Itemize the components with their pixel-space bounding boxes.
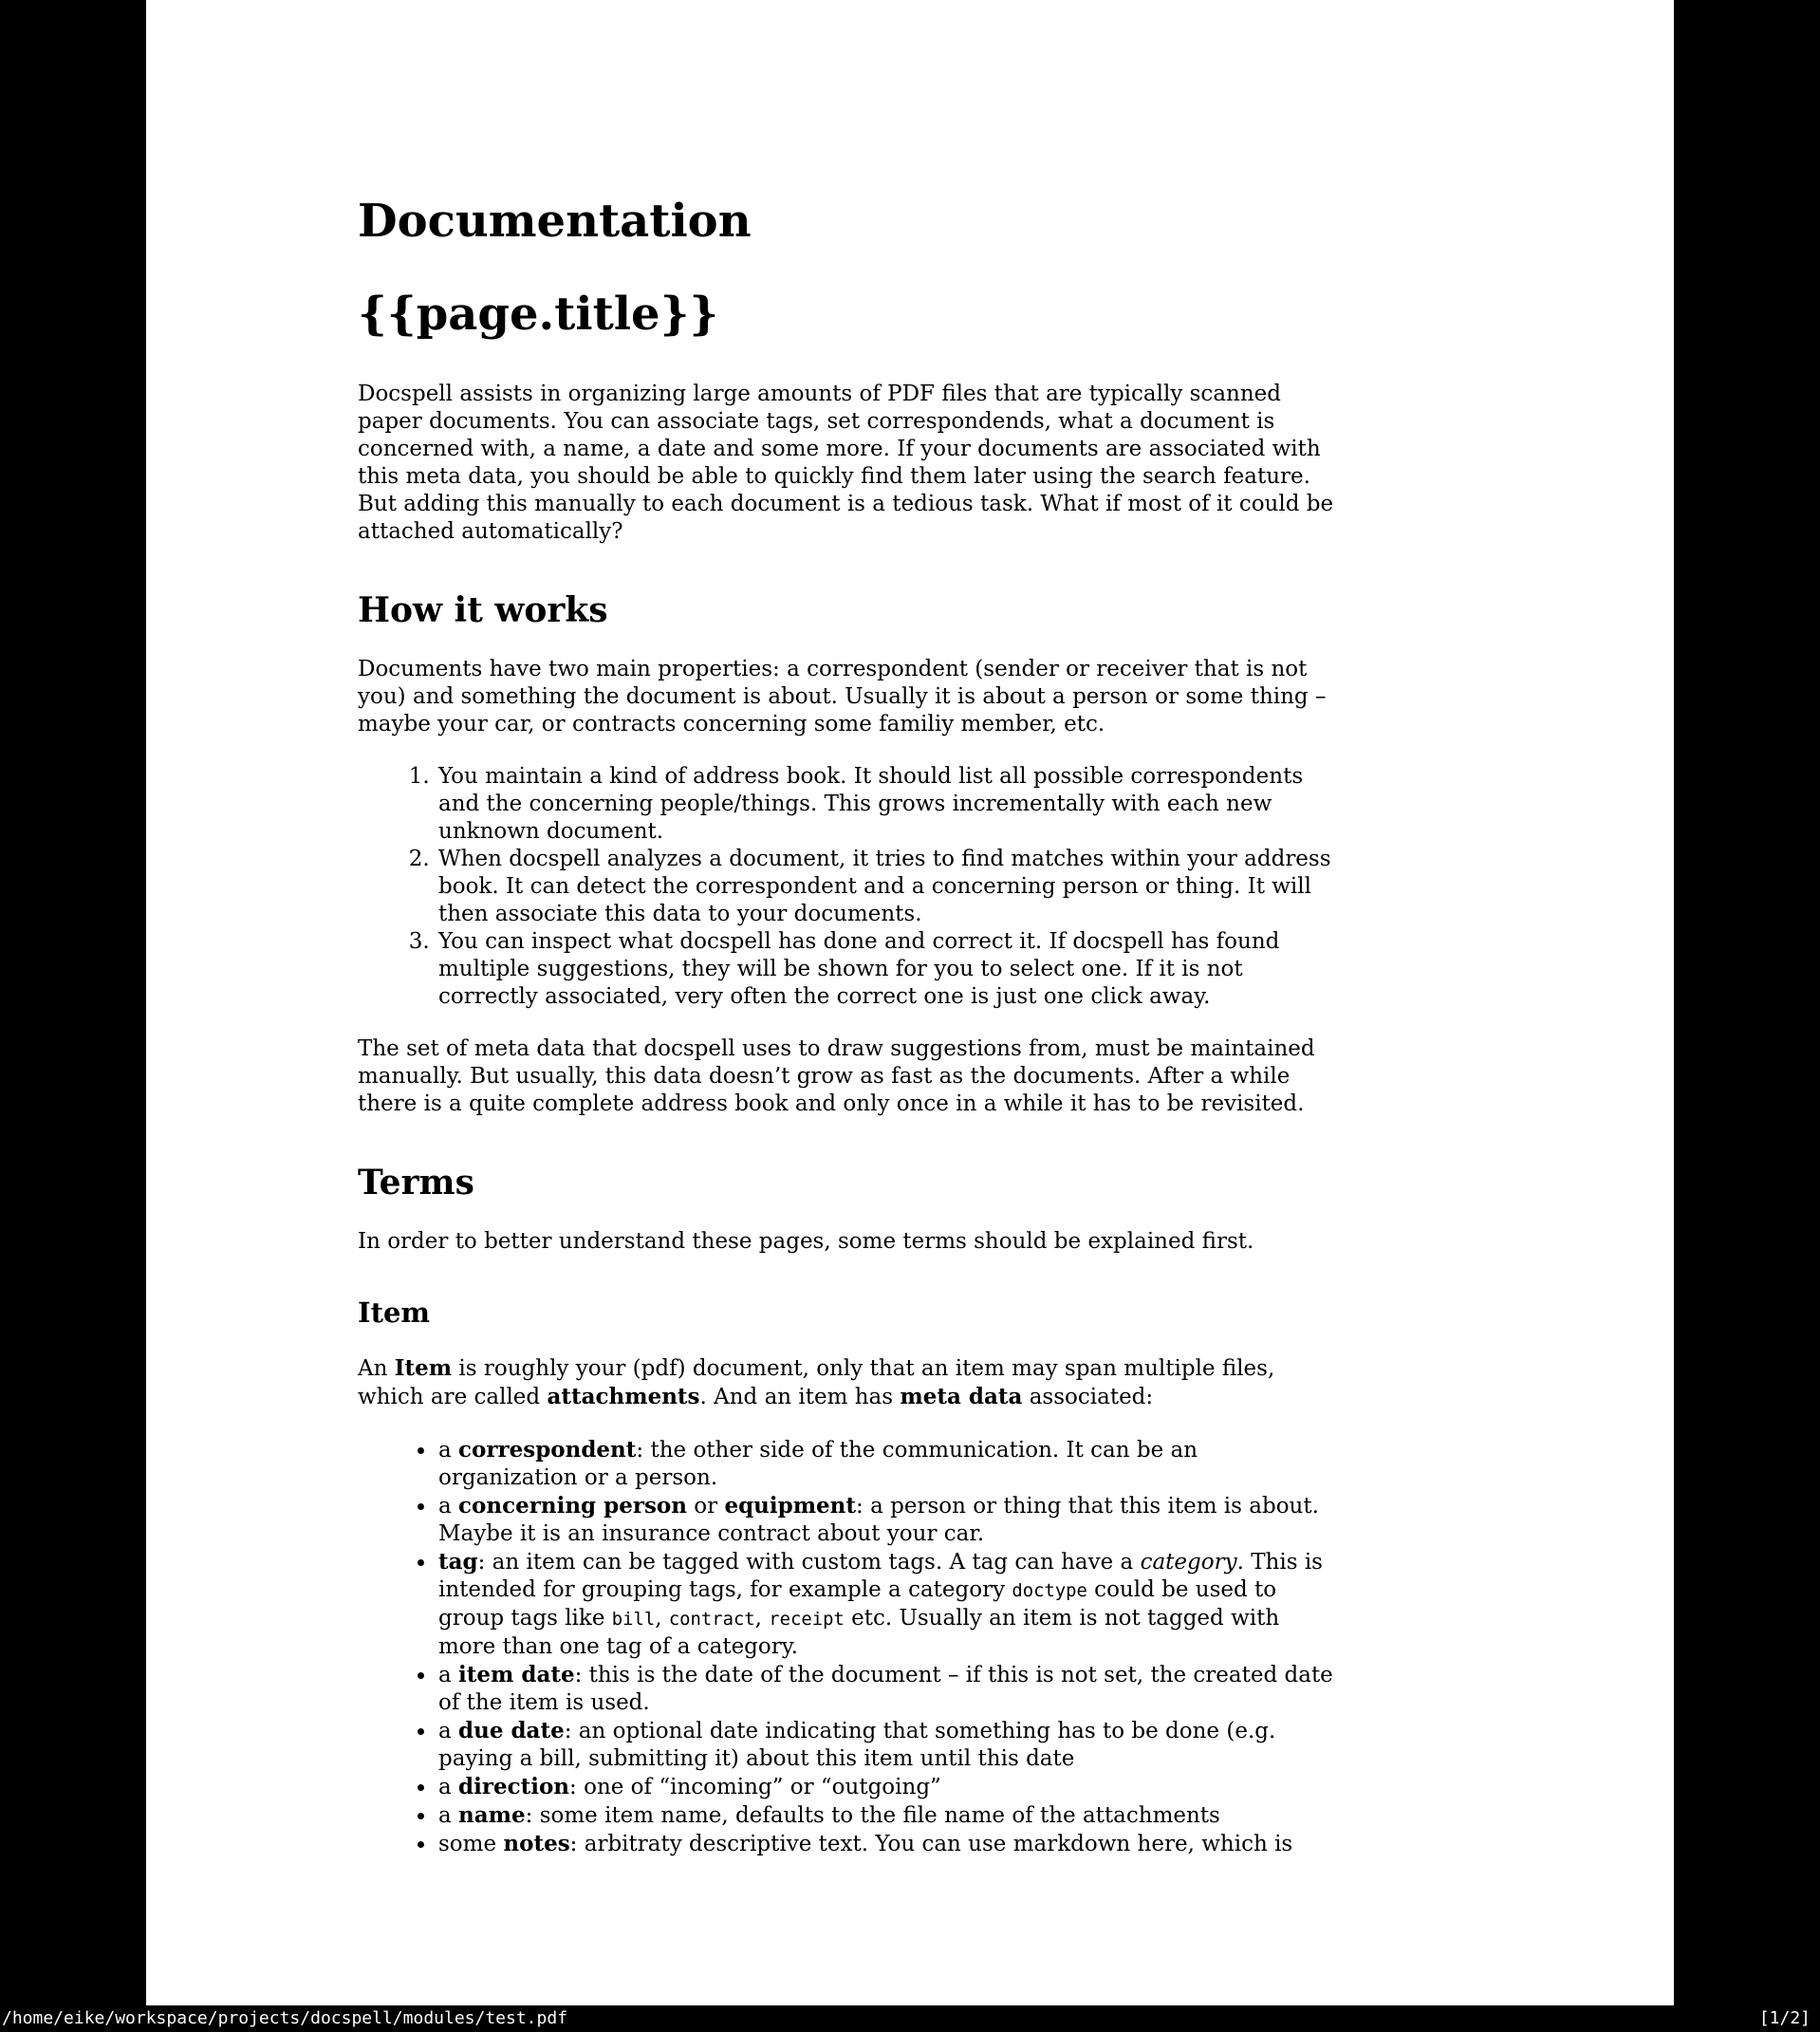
text-run: Item xyxy=(358,1296,431,1329)
list-item xyxy=(436,1717,1335,1773)
list-item xyxy=(436,1436,1335,1492)
code-span: receipt xyxy=(769,1609,845,1630)
text-run: An xyxy=(358,1356,395,1381)
list-item xyxy=(436,1801,1335,1830)
section-terms xyxy=(358,1162,1335,1203)
bold-text: notes xyxy=(503,1831,570,1856)
terms-intro-paragraph xyxy=(358,1228,1335,1256)
text-run: You maintain a kind of address book. It should list all possible correspondents and the concerning people/things. This grows incrementally with each new unknown document. xyxy=(438,764,1304,844)
workflow-steps xyxy=(358,763,1335,1011)
text-run: some xyxy=(438,1832,504,1856)
text-run: . And an item has xyxy=(699,1385,901,1409)
text-run: Docspell assists in organizing large amounts of PDF files that are typically scanned paper documents. You can associate tags, set correspondends, what a document is concerned with, a name, a date and some more. If your documents are associated with this meta data, you should be able to quickly find them later using the search feature. But adding this manually to each document is a tedious task. What if most of it could be attached automatically? xyxy=(358,382,1334,544)
bold-text: due date xyxy=(458,1718,565,1743)
item-paragraph xyxy=(358,1354,1335,1411)
how-it-works-paragraph xyxy=(358,656,1335,738)
text-run: , xyxy=(655,1606,669,1631)
text-run: . This is intended for grouping tags, for example a category xyxy=(438,1550,1323,1602)
bold-text: attachments xyxy=(547,1384,700,1409)
text-run: a xyxy=(438,1494,459,1519)
list-item xyxy=(436,1830,1335,1858)
text-run: etc. Usually an item is not tagged with more than one tag of a category. xyxy=(438,1606,1280,1659)
bold-text: correspondent xyxy=(458,1437,637,1463)
text-run: a xyxy=(438,1719,459,1743)
text-run: is roughly your (pdf) document, only that an item may span multiple files, which are called xyxy=(358,1356,1275,1409)
text-run: : some item name, defaults to the file name of the attachments xyxy=(525,1803,1220,1828)
text-run: , xyxy=(754,1606,770,1631)
bold-text: tag xyxy=(438,1549,478,1575)
statusbar xyxy=(0,2005,1820,2032)
text-run: How it works xyxy=(358,590,608,630)
bold-text: equipment xyxy=(724,1493,857,1519)
bold-text: Item xyxy=(394,1355,453,1381)
text-run: or xyxy=(686,1494,725,1519)
code-span: contract xyxy=(668,1609,755,1630)
text-run: : a person or thing that this item is about. Maybe it is an insurance contract about your car. xyxy=(438,1494,1319,1546)
text-run: {{page.title}} xyxy=(358,288,719,341)
italic-text: category xyxy=(1140,1550,1237,1575)
text-run: You can inspect what docspell has done and correct it. If docspell has found multiple suggestions, they will be shown for you to select one. If it is not correctly associated, very often the correct one is just one click away. xyxy=(438,929,1280,1009)
meta-data-paragraph xyxy=(358,1035,1335,1118)
text-run: associated: xyxy=(1022,1385,1154,1409)
meta-data-list xyxy=(358,1436,1335,1858)
text-run: a xyxy=(438,1438,459,1463)
intro-paragraph xyxy=(358,381,1335,546)
text-run: Terms xyxy=(358,1163,474,1202)
text-run: : an item can be tagged with custom tags. A tag can have a xyxy=(477,1550,1141,1575)
list-item xyxy=(436,763,1335,846)
statusbar-page-indicator: [1/2] xyxy=(1758,2008,1811,2028)
text-run: : arbitraty descriptive text. You can use markdown here, which is xyxy=(569,1832,1293,1856)
bold-text: item date xyxy=(458,1662,575,1687)
statusbar-file-path: /home/eike/workspace/projects/docspell/modules/test.pdf xyxy=(2,2008,568,2028)
list-item xyxy=(436,1773,1335,1801)
section-how-it-works xyxy=(358,589,1335,631)
page-title-template xyxy=(358,288,1335,341)
doc-heading xyxy=(358,195,1335,248)
text-run: : the other side of the communication. It can be an organization or a person. xyxy=(438,1438,1198,1490)
text-run: Documentation xyxy=(358,195,752,248)
text-run: : one of “incoming” or “outgoing” xyxy=(569,1775,941,1799)
text-run: Documents have two main properties: a correspondent (sender or receiver that is not you) and something the document is about. Usually it is about a person or some thing – maybe your car, or contracts concerning some familiy member, etc. xyxy=(358,657,1327,736)
text-run: : an optional date indicating that something has to be done (e.g. paying a bill, submitting it) about this item until this date xyxy=(438,1719,1276,1771)
document-content xyxy=(358,0,1335,1883)
bold-text: direction xyxy=(458,1774,570,1799)
bold-text: name xyxy=(458,1802,526,1828)
list-item xyxy=(436,846,1335,928)
list-item xyxy=(436,928,1335,1011)
text-run: a xyxy=(438,1663,459,1687)
text-run: In order to better understand these pages, some terms should be explained first. xyxy=(358,1229,1254,1254)
text-run: a xyxy=(438,1803,459,1828)
text-run: a xyxy=(438,1775,459,1799)
bold-text: concerning person xyxy=(458,1493,687,1519)
code-span: bill xyxy=(611,1609,656,1630)
list-item xyxy=(436,1548,1335,1661)
subsection-item xyxy=(358,1296,1335,1330)
text-run: When docspell analyzes a document, it tries to find matches within your address book. It can detect the correspondent and a concerning person or thing. It will then associate this data to your documents. xyxy=(438,847,1331,926)
pdf-page[interactable] xyxy=(146,0,1674,2005)
text-run: The set of meta data that docspell uses to draw suggestions from, must be maintained manually. But usually, this data doesn’t grow as fast as the documents. After a while there is a quite complete address book and only once in a while it has to be revisited. xyxy=(358,1036,1315,1116)
text-run: : this is the date of the document – if this is not set, the created date of the item is used. xyxy=(438,1663,1333,1715)
list-item xyxy=(436,1661,1335,1717)
code-span: doctype xyxy=(1012,1580,1087,1601)
text-run: could be used to group tags like xyxy=(438,1577,1277,1631)
bold-text: meta data xyxy=(900,1384,1023,1409)
list-item xyxy=(436,1492,1335,1548)
